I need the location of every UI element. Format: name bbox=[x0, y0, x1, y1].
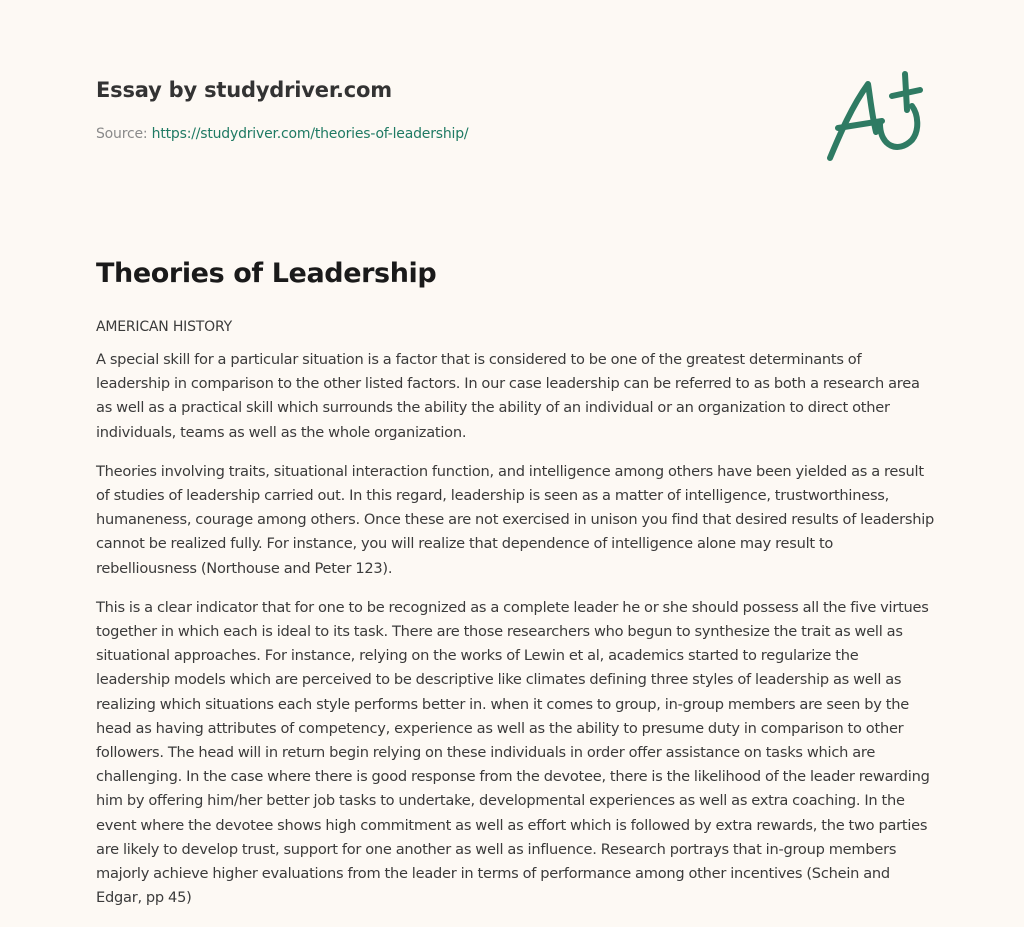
brand-title: Essay by studydriver.com bbox=[96, 78, 392, 102]
site-header bbox=[96, 72, 696, 144]
source-line bbox=[96, 124, 696, 144]
source-label: Source: bbox=[96, 126, 152, 142]
essay-paragraph: Theories involving traits, situational interaction function, and intelligence among others have been yielded as a result of studies of leadership carried out. In this regard, leadership is seen as a matter of intelligence, trustworthiness, humaneness, courage among others. Once these are not exercised in unison you find that desired results of leadership cannot be realized fully. For instance, you will realize that dependence of intelligence alone may result to rebelliousness (Northouse and Peter 123). bbox=[96, 462, 935, 577]
essay-paragraph: A special skill for a particular situation is a factor that is considered to be one of the greatest determinants of leadership in comparison to the other listed factors. In our case leadership can be referred to as both a research area as well as a practical skill which surrounds the ability the ability of an individual or an organization to direct other individuals, teams as well as the whole organization. bbox=[96, 351, 920, 441]
a-plus-grade-icon bbox=[820, 66, 930, 166]
essay-paragraph: This is a clear indicator that for one to be recognized as a complete leader he or she should possess all the five virtues together in which each is ideal to its task. There are those researchers who begun to synthesize the trait as well as situational approaches. For instance, relying on the works of Lewin et al, academics started to regularize the leadership models which are perceived to be descriptive like climates defining three styles of leadership as well as realizing which situations each style performs better in. when it comes to group, in-group members are seen by the head as having attributes of competency, experience as well as the ability to presume duty in comparison to other followers. The head will in return begin relying on these individuals in order offer assistance on tasks which are challenging. In the case where there is good response from the devotee, there is the likelihood of the leader rewarding him by offering him/her better job tasks to undertake, developmental experiences as well as extra coaching. In the event where the devotee shows high commitment as well as effort which is followed by extra rewards, the two parties are likely to develop trust, support for one another as well as influence. Research portrays that in-group members majorly achieve higher evaluations from the leader in terms of performance among other incentives (Schein and Edgar, pp 45) bbox=[96, 598, 930, 907]
essay-title: Theories of Leadership bbox=[96, 258, 437, 289]
essay-category: AMERICAN HISTORY bbox=[96, 319, 232, 335]
source-link[interactable]: https://studydriver.com/theories-of-leadership/ bbox=[151, 126, 469, 142]
essay-content bbox=[96, 254, 936, 910]
